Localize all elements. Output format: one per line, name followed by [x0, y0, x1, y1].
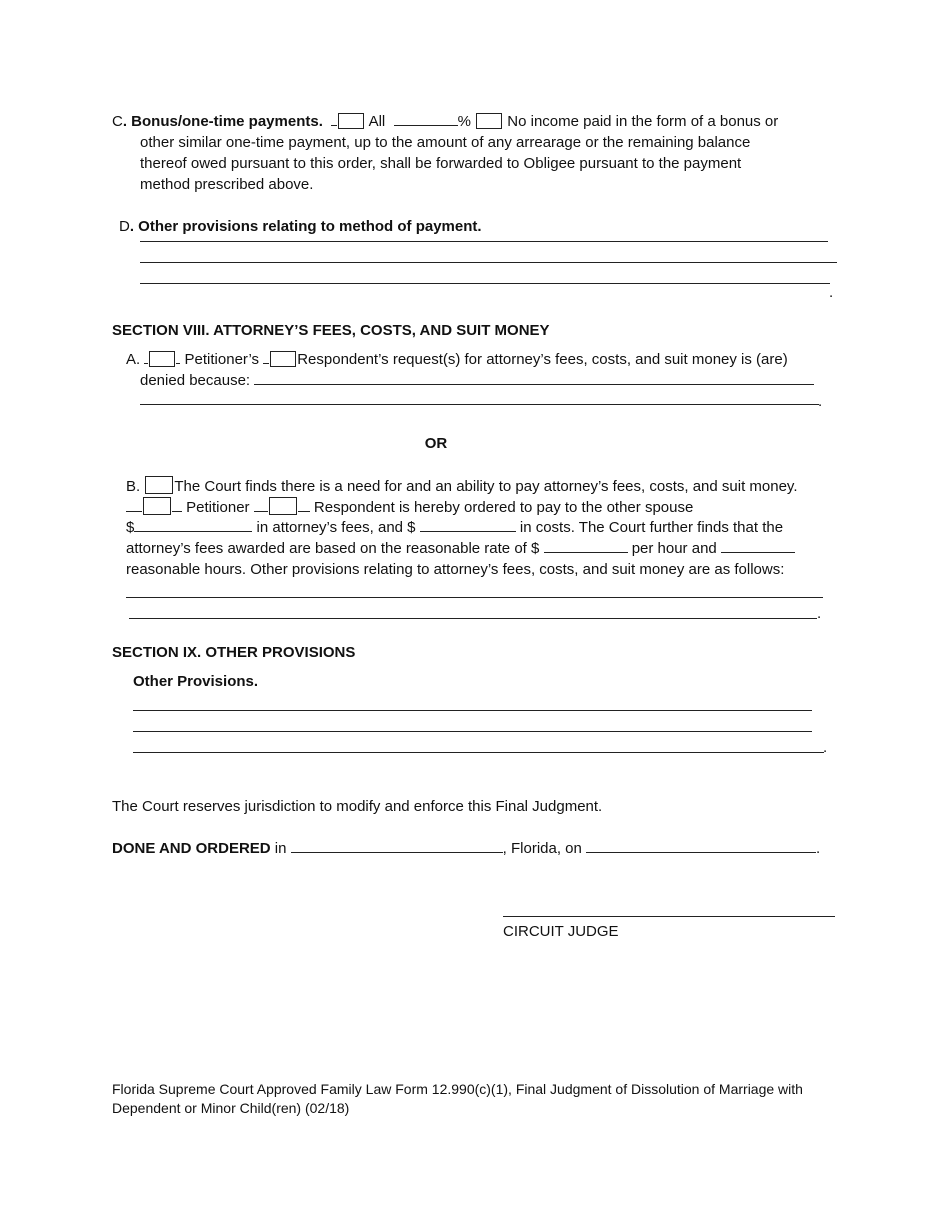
- period-mark: .: [818, 393, 823, 410]
- period-mark: .: [823, 739, 828, 756]
- bonus-all-checkbox[interactable]: [338, 113, 364, 129]
- section-c-line1: [112, 112, 778, 132]
- section-c-line3: thereof owed pursuant to this order, shall be forwarded to Obligee pursuant to the payment: [140, 155, 742, 172]
- percent-blank[interactable]: [394, 112, 458, 126]
- section-c-tail: No income paid in the form of a bonus or: [507, 113, 779, 130]
- other-provisions-label: Other Provisions.: [133, 673, 259, 690]
- section-c-line2: other similar one-time payment, up to the amount of any arrearage or the remaining balance: [140, 134, 751, 151]
- hourly-rate-blank[interactable]: [544, 539, 628, 553]
- section-8b-letter: B.: [126, 478, 141, 495]
- section-8b-line2: [126, 497, 693, 518]
- denied-label: denied because:: [140, 372, 251, 389]
- county-blank[interactable]: [291, 839, 503, 853]
- respondent-pay-checkbox[interactable]: [269, 497, 297, 515]
- judge-signature-line[interactable]: [503, 916, 835, 917]
- section-d-blank-line-2[interactable]: [140, 262, 837, 263]
- fees-label: in attorney’s fees, and $: [256, 519, 416, 536]
- costs-label: in costs. The Court further finds that the: [519, 519, 784, 536]
- reserves-jurisdiction-text: The Court reserves jurisdiction to modify and enforce this Final Judgment.: [112, 798, 603, 815]
- footer-line-2: Dependent or Minor Child(ren) (02/18): [112, 1100, 350, 1116]
- no-income-checkbox[interactable]: [476, 113, 502, 129]
- period-mark: .: [816, 840, 821, 857]
- section-8a-line1: [126, 350, 788, 370]
- petitioner-label: Petitioner’s: [184, 351, 260, 368]
- hours-blank[interactable]: [721, 539, 795, 553]
- circuit-judge-label: CIRCUIT JUDGE: [503, 923, 619, 940]
- percent-label: %: [457, 113, 471, 130]
- other-provisions-blank-1[interactable]: [133, 710, 812, 711]
- done-ordered-label: DONE AND ORDERED: [112, 840, 271, 857]
- in-label: in: [274, 840, 287, 857]
- other-provisions-blank-2[interactable]: [133, 731, 812, 732]
- form-footer: [112, 1080, 832, 1118]
- or-separator: OR: [424, 435, 448, 452]
- section-d-letter: D: [119, 218, 130, 235]
- other-provisions-blank-3[interactable]: [133, 752, 824, 753]
- respondent-label: Respondent’s request(s) for attorney’s fees, costs, and suit money is (are): [297, 351, 788, 368]
- denied-reason-blank-2[interactable]: [140, 404, 819, 405]
- petitioner-request-checkbox[interactable]: [149, 351, 175, 367]
- per-hour-label: per hour and: [631, 540, 717, 557]
- section-8b-line5: reasonable hours. Other provisions relating to attorney’s fees, costs, and suit money are as follows:: [126, 561, 785, 578]
- section-d-blank-line-3[interactable]: [140, 283, 830, 284]
- section-9-heading: SECTION IX. OTHER PROVISIONS: [112, 644, 356, 661]
- footer-line-1: Florida Supreme Court Approved Family Law Form 12.990(c)(1), Final Judgment of Dissolution of Marriage with: [112, 1081, 803, 1097]
- section-c-letter: C: [112, 113, 123, 130]
- period-mark: .: [829, 284, 834, 301]
- court-finds-checkbox[interactable]: [145, 476, 173, 494]
- attorney-fees-blank[interactable]: [134, 518, 252, 532]
- section-d-title: [119, 217, 482, 237]
- section-8b-line3: [126, 518, 783, 538]
- section-8-heading: SECTION VIII. ATTORNEY’S FEES, COSTS, AND SUIT MONEY: [112, 322, 550, 339]
- section-d-blank-line-1[interactable]: [140, 241, 828, 242]
- florida-on-label: , Florida, on: [502, 840, 582, 857]
- done-and-ordered-line: [112, 839, 820, 859]
- rate-label: attorney’s fees awarded are based on the reasonable rate of $: [126, 540, 540, 557]
- section-8a-line2: [140, 371, 814, 391]
- denied-reason-blank[interactable]: [254, 371, 814, 385]
- petitioner-pay-checkbox[interactable]: [143, 497, 171, 515]
- section-8b-line4: [126, 539, 795, 559]
- section-d-heading: . Other provisions relating to method of payment.: [129, 218, 482, 235]
- date-blank[interactable]: [586, 839, 816, 853]
- respondent-request-checkbox[interactable]: [270, 351, 296, 367]
- fees-provisions-blank-1[interactable]: [126, 597, 823, 598]
- respondent-pay-label: Respondent is hereby ordered to pay to the other spouse: [313, 499, 694, 516]
- period-mark: .: [817, 605, 822, 622]
- fees-provisions-blank-2[interactable]: [129, 618, 817, 619]
- all-label: All: [368, 113, 386, 130]
- petitioner-pay-label: Petitioner: [186, 499, 250, 516]
- section-c-heading: . Bonus/one-time payments.: [122, 113, 323, 130]
- costs-blank[interactable]: [420, 518, 516, 532]
- court-finds-text: The Court finds there is a need for and an ability to pay attorney’s fees, costs, and suit money.: [174, 478, 798, 495]
- section-c-line4: method prescribed above.: [140, 176, 314, 193]
- dollar-sign: $: [126, 519, 135, 536]
- section-8b-line1: [126, 476, 797, 497]
- section-8a-letter: A.: [126, 351, 141, 368]
